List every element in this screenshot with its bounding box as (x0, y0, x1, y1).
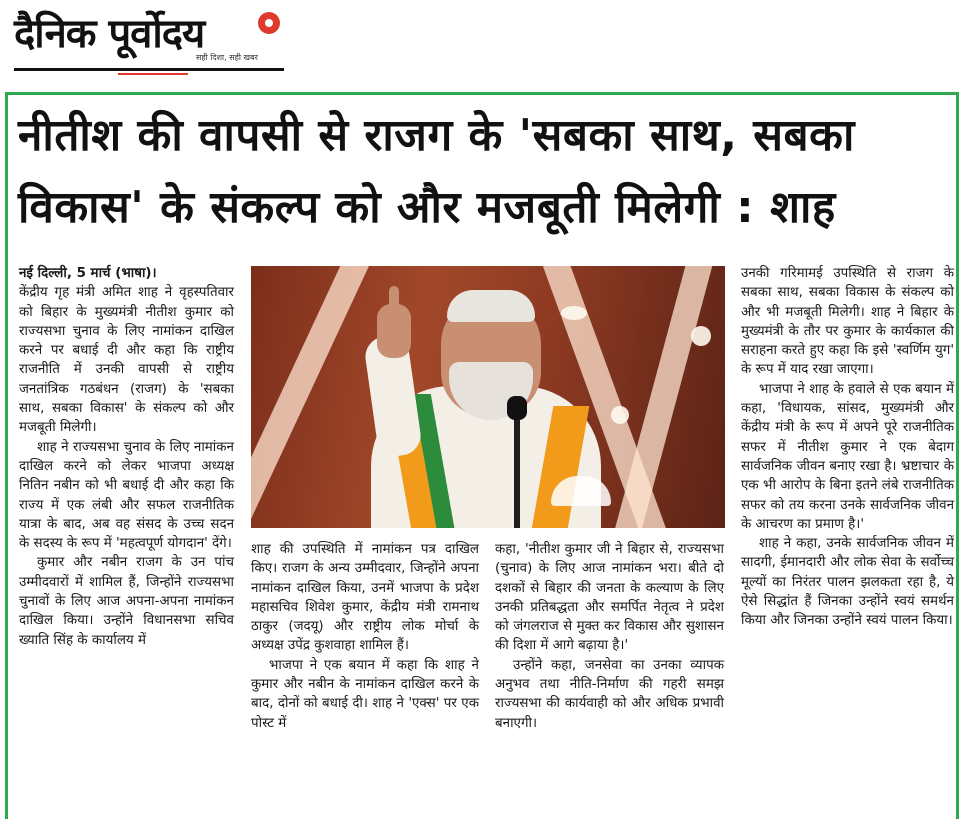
paragraph: भाजपा ने एक बयान में कहा कि शाह ने कुमार और नबीन के नामांकन दाखिल करने के बाद, दोनों को बधाई दी। शाह ने 'एक्स' पर एक पोस्ट में (251, 657, 479, 731)
paragraph: उनकी गरिमामई उपस्थिति से राजग के सबका साथ, सबका विकास के संकल्प को और भी मजबूती मिलेगी। शाह ने बिहार के मुख्यमंत्री के तौर पर कुमार के कार्यकाल की सराहना करते हुए कहा कि इसे 'स्वर्णिम युग' के रूप में याद रखा जाएगा। (741, 266, 954, 378)
dateline: नई दिल्ली, 5 मार्च (भाषा)। (19, 266, 157, 281)
paragraph: शाह की उपस्थिति में नामांकन पत्र दाखिल किए। राजग के अन्य उम्मीदवार, जिन्होंने अपना नामांकन दाखिल किया, उनमें भाजपा के प्रदेश महासचिव शिवेश कुमार, केंद्रीय मंत्री रामनाथ ठाकुर (जदयू) और राष्ट्रीय लोक मोर्चा के अध्यक्ष उपेंद्र कुशवाहा शामिल हैं। (251, 542, 479, 654)
paragraph: उन्होंने कहा, जनसेवा का उनका व्यापक अनुभव तथा नीति-निर्माण की गहरी समझ राज्यसभा की कार्यवाही को और अधिक प्रभावी बनाएगी। (495, 657, 724, 731)
article-photo (251, 266, 725, 528)
paragraph: केंद्रीय गृह मंत्री अमित शाह ने वृहस्पतिवार को बिहार के मुख्यमंत्री नीतीश कुमार को राज्यसभा चुनाव के लिए नामांकन दाखिल करने पर बधाई दी और कहा कि राष्ट्रीय राजनीति में उनकी वापसी से राष्ट्रीय जनतांत्रिक गठबंधन (राजग) के 'सबका साथ, सबका विकास' के संकल्प को और मजबूती मिलेगी। (19, 285, 234, 436)
tagline: सही दिशा, सही खबर (196, 53, 258, 62)
paragraph: कहा, 'नीतीश कुमार जी ने बिहार से, राज्यसभा (चुनाव) के लिए आज नामांकन भरा। बीते दो दशकों से बिहार की जनता के कल्याण के लिए उनकी प्रतिबद्धता और समर्पित नेतृत्व ने प्रदेश को जंगलराज से मुक्त कर विकास और सुशासन की दिशा में आगे बढ़ाया है।' (495, 542, 724, 654)
article-column-2 (251, 540, 479, 733)
paragraph: भाजपा ने शाह के हवाले से एक बयान में कहा, 'विधायक, सांसद, मुख्यमंत्री और केंद्रीय मंत्री के रूप में अपने पूरे राजनीतिक सफर में नीतीश कुमार ने एक बेदाग सार्वजनिक जीवन बनाए रखा है। भ्रष्टाचार के एक भी आरोप के बिना इतने लंबे राजनीतिक सफर को तय करना उनके सार्वजनिक जीवन के आचरण का प्रमाण है।' (741, 381, 954, 532)
logo-underline (14, 68, 284, 71)
article-column-1 (19, 264, 234, 650)
article-headline: नीतीश की वापसी से राजग के 'सबका साथ, सबका विकास' के संकल्प को और मजबूती मिलेगी : शाह (18, 110, 855, 233)
logo-sun-icon (258, 12, 280, 34)
newspaper-logo[interactable]: दैनिक पूर्वोदय (14, 10, 205, 57)
article-column-3 (495, 540, 724, 733)
masthead (0, 0, 964, 88)
paragraph: शाह ने कहा, उनके सार्वजनिक जीवन में सादगी, ईमानदारी और लोक सेवा के सर्वोच्च मूल्यों का निरंतर पालन झलकता रहा है, ये ऐसे सिद्धांत हैं जिनका उन्होंने स्वयं समर्थन किया और जिनका उन्होंने स्वयं पालन किया। (741, 536, 954, 629)
microphone-icon (514, 408, 520, 528)
article-column-4 (741, 264, 954, 631)
paragraph: शाह ने राज्यसभा चुनाव के लिए नामांकन दाखिल करने को लेकर भाजपा अध्यक्ष नितिन नबीन को भी बधाई दी और कहा कि राज्य में एक लंबी और सफल राजनीतिक यात्रा के बाद, अब वह संसद के उच्च सदन के सदस्य के रूप में 'महत्वपूर्ण योगदान' देंगे। (19, 439, 234, 552)
paragraph: कुमार और नबीन राजग के उन पांच उम्मीदवारों में शामिल हैं, जिन्होंने राज्यसभा चुनावों के लिए आज अपना-अपना नामांकन दाखिल किया। उन्होंने विधानसभा सचिव ख्याति सिंह के कार्यालय में (19, 555, 234, 648)
logo-accent-line (118, 73, 188, 75)
